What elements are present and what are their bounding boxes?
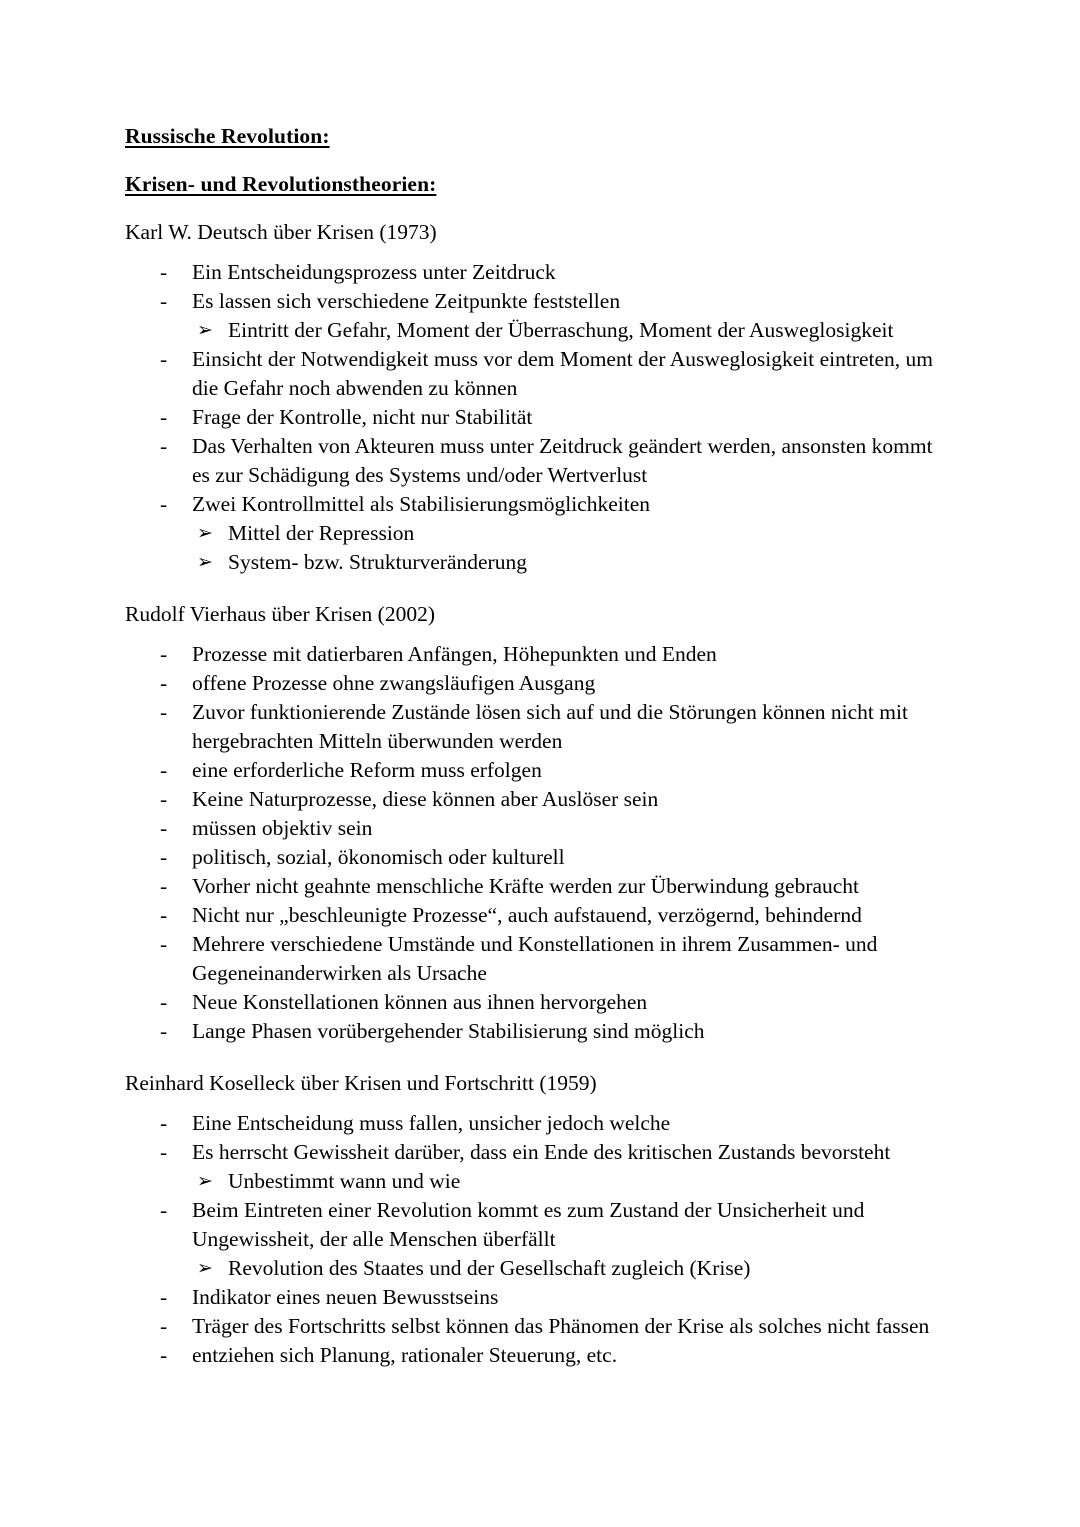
list-item — [125, 1283, 953, 1312]
list-item-label: politisch, sozial, ökonomisch oder kulturell — [192, 845, 565, 869]
dash-bullet-icon: - — [160, 1140, 168, 1164]
list-item — [125, 258, 953, 287]
dash-bullet-icon: - — [160, 289, 168, 313]
list-item-label: Träger des Fortschritts selbst können das Phänomen der Krise als solches nicht fassen — [192, 1314, 930, 1338]
page-title-text: Russische Revolution: — [125, 124, 330, 148]
arrowhead-bullet-icon: ➢ — [197, 522, 213, 544]
list-item-label: Frage der Kontrolle, nicht nur Stabilität — [192, 405, 533, 429]
page-title — [125, 122, 953, 151]
list-item — [125, 640, 953, 669]
list-item-label: Nicht nur „beschleunigte Prozesse“, auch aufstauend, verzögernd, behindernd — [192, 903, 862, 927]
list-item-label: Vorher nicht geahnte menschliche Kräfte werden zur Überwindung gebraucht — [192, 874, 860, 898]
bullet-list — [125, 258, 953, 577]
list-item — [125, 698, 953, 756]
sub-bullet-list — [125, 1167, 953, 1196]
dash-bullet-icon: - — [160, 260, 168, 284]
bullet-list — [125, 640, 953, 1046]
dash-bullet-icon: - — [160, 903, 168, 927]
dash-bullet-icon: - — [160, 434, 168, 458]
sub-bullet-list — [125, 519, 953, 577]
sections-container — [125, 218, 953, 1370]
dash-bullet-icon: - — [160, 492, 168, 516]
list-item — [125, 814, 953, 843]
list-item-label: müssen objektiv sein — [192, 816, 373, 840]
list-item — [125, 1341, 953, 1370]
list-item — [125, 490, 953, 519]
sub-list-item-label: Eintritt der Gefahr, Moment der Überraschung, Moment der Ausweglosigkeit — [228, 318, 894, 342]
list-item-label: Es herrscht Gewissheit darüber, dass ein Ende des kritischen Zustands bevorsteht — [192, 1140, 891, 1164]
dash-bullet-icon: - — [160, 845, 168, 869]
list-item — [125, 1312, 953, 1341]
sub-bullet-list — [125, 1254, 953, 1283]
arrowhead-bullet-icon: ➢ — [197, 1257, 213, 1279]
list-item-label: Indikator eines neuen Bewusstseins — [192, 1285, 499, 1309]
list-item — [125, 1109, 953, 1138]
bullet-list — [125, 1109, 953, 1370]
page-subtitle-text: Krisen- und Revolutionstheorien: — [125, 172, 437, 196]
dash-bullet-icon: - — [160, 671, 168, 695]
list-item — [125, 669, 953, 698]
list-item-label: Es lassen sich verschiedene Zeitpunkte feststellen — [192, 289, 621, 313]
list-item — [125, 1017, 953, 1046]
list-item — [125, 988, 953, 1017]
sub-list-item-label: Mittel der Repression — [228, 521, 415, 545]
list-item-label: Neue Konstellationen können aus ihnen hervorgehen — [192, 990, 648, 1014]
list-item — [125, 843, 953, 872]
list-item — [125, 756, 953, 785]
list-item-label: offene Prozesse ohne zwangsläufigen Ausgang — [192, 671, 596, 695]
list-item-label: Prozesse mit datierbaren Anfängen, Höhepunkten und Enden — [192, 642, 717, 666]
arrowhead-bullet-icon: ➢ — [197, 551, 213, 573]
list-item — [125, 785, 953, 814]
dash-bullet-icon: - — [160, 932, 168, 956]
list-item-label: Keine Naturprozesse, diese können aber Auslöser sein — [192, 787, 659, 811]
list-item-label: Eine Entscheidung muss fallen, unsicher jedoch welche — [192, 1111, 671, 1135]
list-item-label: Mehrere verschiedene Umstände und Konstellationen in ihrem Zusammen- und Gegeneinanderwirken als Ursache — [192, 932, 878, 985]
list-item — [125, 287, 953, 316]
arrowhead-bullet-icon: ➢ — [197, 1170, 213, 1192]
list-item-label: Zwei Kontrollmittel als Stabilisierungsmöglichkeiten — [192, 492, 650, 516]
section — [125, 600, 953, 1046]
section-intro: Rudolf Vierhaus über Krisen (2002) — [125, 602, 435, 626]
list-item — [125, 345, 953, 403]
dash-bullet-icon: - — [160, 816, 168, 840]
list-item — [125, 930, 953, 988]
dash-bullet-icon: - — [160, 347, 168, 371]
sub-list-item-label: Revolution des Staates und der Gesellschaft zugleich (Krise) — [228, 1256, 751, 1280]
list-item-label: entziehen sich Planung, rationaler Steuerung, etc. — [192, 1343, 618, 1367]
list-item — [125, 1138, 953, 1167]
dash-bullet-icon: - — [160, 758, 168, 782]
dash-bullet-icon: - — [160, 1343, 168, 1367]
section — [125, 218, 953, 577]
sub-list-item — [125, 316, 953, 345]
list-item-label: Beim Eintreten einer Revolution kommt es zum Zustand der Unsicherheit und Ungewissheit, der alle Menschen überfällt — [192, 1198, 865, 1251]
dash-bullet-icon: - — [160, 787, 168, 811]
dash-bullet-icon: - — [160, 642, 168, 666]
list-item-label: Ein Entscheidungsprozess unter Zeitdruck — [192, 260, 556, 284]
sub-list-item — [125, 548, 953, 577]
list-item-label: eine erforderliche Reform muss erfolgen — [192, 758, 542, 782]
list-item-label: Einsicht der Notwendigkeit muss vor dem Moment der Ausweglosigkeit eintreten, um die Gefahr noch abwenden zu können — [192, 347, 934, 400]
list-item — [125, 901, 953, 930]
dash-bullet-icon: - — [160, 405, 168, 429]
dash-bullet-icon: - — [160, 874, 168, 898]
sub-list-item — [125, 1254, 953, 1283]
list-item — [125, 432, 953, 490]
dash-bullet-icon: - — [160, 700, 168, 724]
list-item-label: Das Verhalten von Akteuren muss unter Zeitdruck geändert werden, ansonsten kommt es zur Schädigung des Systems und/oder Wertverlust — [192, 434, 933, 487]
section-intro: Reinhard Koselleck über Krisen und Fortschritt (1959) — [125, 1071, 597, 1095]
list-item-label: Lange Phasen vorübergehender Stabilisierung sind möglich — [192, 1019, 705, 1043]
document-body — [125, 122, 953, 1370]
dash-bullet-icon: - — [160, 990, 168, 1014]
arrowhead-bullet-icon: ➢ — [197, 319, 213, 341]
list-item — [125, 1196, 953, 1254]
list-item — [125, 872, 953, 901]
sub-list-item — [125, 519, 953, 548]
sub-list-item — [125, 1167, 953, 1196]
sub-list-item-label: Unbestimmt wann und wie — [228, 1169, 461, 1193]
section-intro: Karl W. Deutsch über Krisen (1973) — [125, 220, 437, 244]
section — [125, 1069, 953, 1370]
page-subtitle — [125, 170, 953, 199]
dash-bullet-icon: - — [160, 1285, 168, 1309]
dash-bullet-icon: - — [160, 1198, 168, 1222]
dash-bullet-icon: - — [160, 1019, 168, 1043]
dash-bullet-icon: - — [160, 1111, 168, 1135]
sub-bullet-list — [125, 316, 953, 345]
dash-bullet-icon: - — [160, 1314, 168, 1338]
sub-list-item-label: System- bzw. Strukturveränderung — [228, 550, 527, 574]
list-item-label: Zuvor funktionierende Zustände lösen sich auf und die Störungen können nicht mit hergebrachten Mitteln überwunden werden — [192, 700, 908, 753]
list-item — [125, 403, 953, 432]
